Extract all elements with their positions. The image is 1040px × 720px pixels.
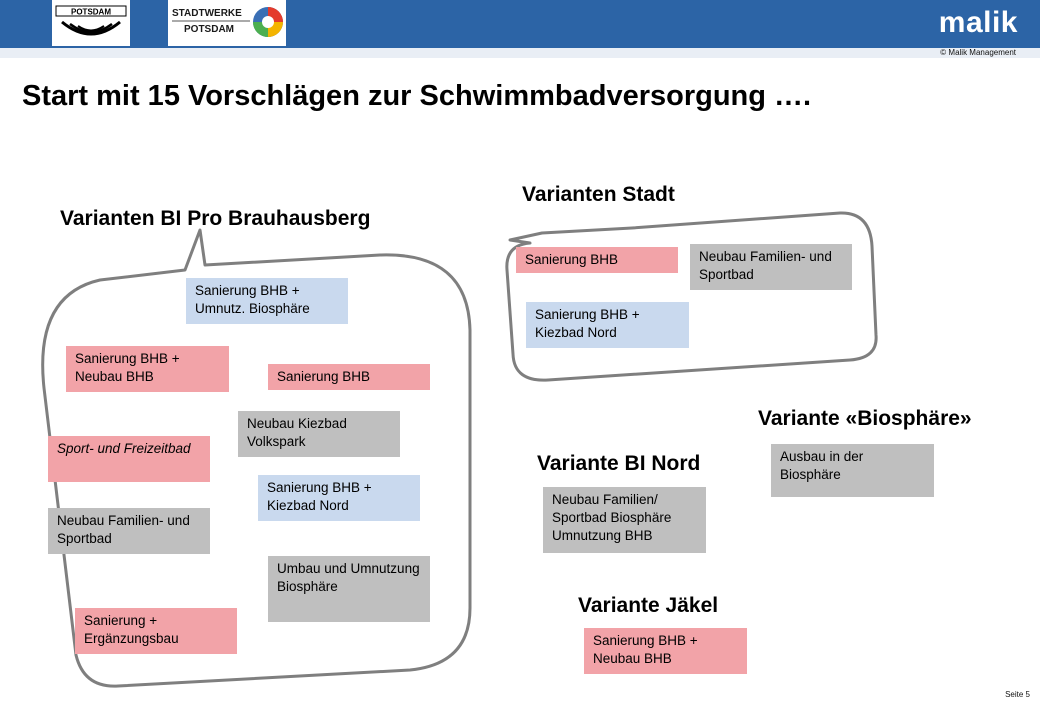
- heading-variante-biosphaere: Variante «Biosphäre»: [758, 407, 972, 430]
- copyright-text: © Malik Management: [940, 48, 1016, 57]
- stadtwerke-logo-line2: POTSDAM: [184, 24, 234, 35]
- option-neubau-kiezbad-volkspark: Neubau Kiezbad Volkspark: [238, 411, 400, 457]
- option-sanierung-umnutz-biosphaere: Sanierung BHB + Umnutz. Biosphäre: [186, 278, 348, 324]
- option-neubau-familien-sportbad: Neubau Familien- und Sportbad: [48, 508, 210, 554]
- heading-variante-bi-nord: Variante BI Nord: [537, 452, 701, 475]
- option-umbau-umnutzung-biosphaere: Umbau und Umnutzung Biosphäre: [268, 556, 430, 622]
- stadt-sanierung-kiezbad-nord: Sanierung BHB + Kiezbad Nord: [526, 302, 689, 348]
- stadtwerke-logo-line1: STADTWERKE: [172, 8, 242, 19]
- stadt-neubau-familien-sportbad: Neubau Familien- und Sportbad: [690, 244, 852, 290]
- heading-bi-pro-brauhausberg: Varianten BI Pro Brauhausberg: [60, 207, 371, 230]
- potsdam-logo-text: POTSDAM: [71, 7, 111, 17]
- bi-nord-neubau-familien-sportbad: Neubau Familien/ Sportbad Biosphäre Umnutzung BHB: [543, 487, 706, 553]
- jaekel-sanierung-neubau-bhb: Sanierung BHB + Neubau BHB: [584, 628, 747, 674]
- option-sanierung-ergaenzungsbau: Sanierung + Ergänzungsbau: [75, 608, 237, 654]
- heading-variante-jaekel: Variante Jäkel: [578, 594, 719, 617]
- heading-varianten-stadt: Varianten Stadt: [522, 183, 675, 206]
- biosphaere-ausbau: Ausbau in der Biosphäre: [771, 444, 934, 497]
- option-sanierung-neubau-bhb: Sanierung BHB + Neubau BHB: [66, 346, 229, 392]
- page-number: Seite 5: [1005, 690, 1030, 699]
- page-title: Start mit 15 Vorschlägen zur Schwimmbadversorgung ….: [22, 80, 812, 112]
- option-sport-freizeitbad: Sport- und Freizeitbad: [48, 436, 210, 482]
- malik-logo: malik: [938, 6, 1018, 39]
- stadt-sanierung-bhb: Sanierung BHB: [516, 247, 678, 273]
- stadt-bubble: [507, 213, 876, 380]
- option-sanierung-kiezbad-nord: Sanierung BHB + Kiezbad Nord: [258, 475, 420, 521]
- option-sanierung-bhb: Sanierung BHB: [268, 364, 430, 390]
